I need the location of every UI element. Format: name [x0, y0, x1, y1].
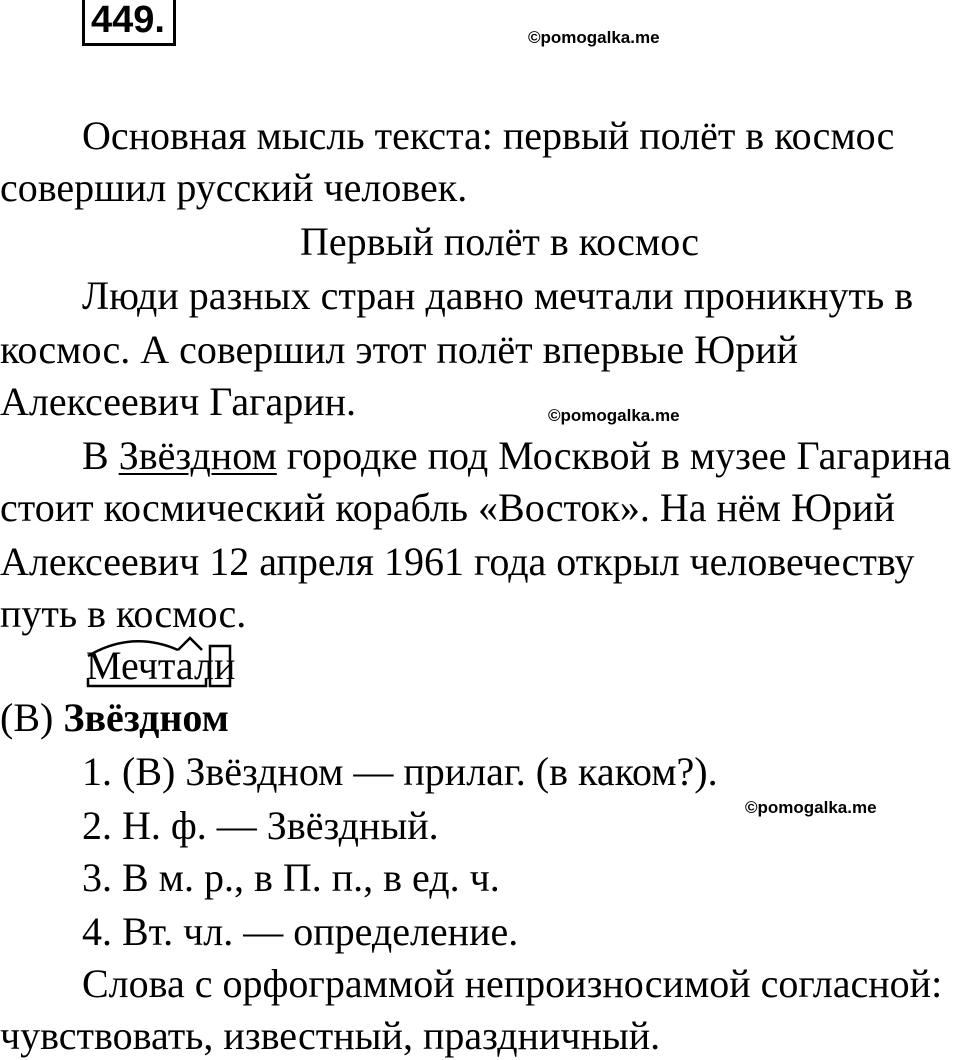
para1-line-3: Алексеевич Гагарин. — [0, 379, 357, 424]
analysis-item: 1. (В) Звёздном — прилаг. (в каком?). — [82, 749, 718, 794]
watermark: ©pomogalka.me — [528, 28, 660, 47]
analysis-item: 2. Н. ф. — Звёздный. — [82, 803, 439, 848]
conclusion-line-1: Слова с орфограммой непроизносимой согласной: — [82, 961, 943, 1006]
conclusion-line-2: чувствовать, известный, праздничный. — [0, 1013, 661, 1058]
watermark: ©pomogalka.me — [548, 406, 680, 425]
para2-line-2: стоит космический корабль «Восток». На нём Юрий — [0, 485, 895, 530]
watermark: ©pomogalka.me — [745, 798, 877, 817]
para2-line-3: Алексеевич 12 апреля 1961 года открыл человечеству — [0, 539, 915, 584]
text-title: Первый полёт в космос — [300, 219, 699, 264]
analysis-item: 4. Вт. чл. — определение. — [82, 909, 519, 954]
analysis-heading — [0, 694, 229, 742]
morphemic-word: Мечтали — [86, 643, 236, 688]
main-idea-line-1: Основная мысль текста: первый полёт в космос — [82, 113, 895, 158]
analysis-heading-prefix: (В) — [0, 695, 64, 740]
para2-line-1 — [82, 432, 951, 480]
analysis-heading-word: Звёздном — [63, 695, 229, 740]
para2-line-4: путь в космос. — [0, 591, 247, 636]
main-idea-line-2: совершил русский человек. — [0, 165, 468, 210]
para1-line-1: Люди разных стран давно мечтали проникнуть в — [82, 273, 914, 318]
para1-line-2: космос. А совершил этот полёт впервые Юрий — [0, 327, 799, 372]
analysis-item: 3. В м. р., в П. п., в ед. ч. — [82, 855, 500, 900]
underlined-word: Звёздном — [118, 433, 277, 478]
para2-pre: В — [82, 433, 119, 478]
exercise-number: 449. — [82, 0, 176, 46]
para2-post: городке под Москвой в музее Гагарина — [276, 433, 952, 478]
